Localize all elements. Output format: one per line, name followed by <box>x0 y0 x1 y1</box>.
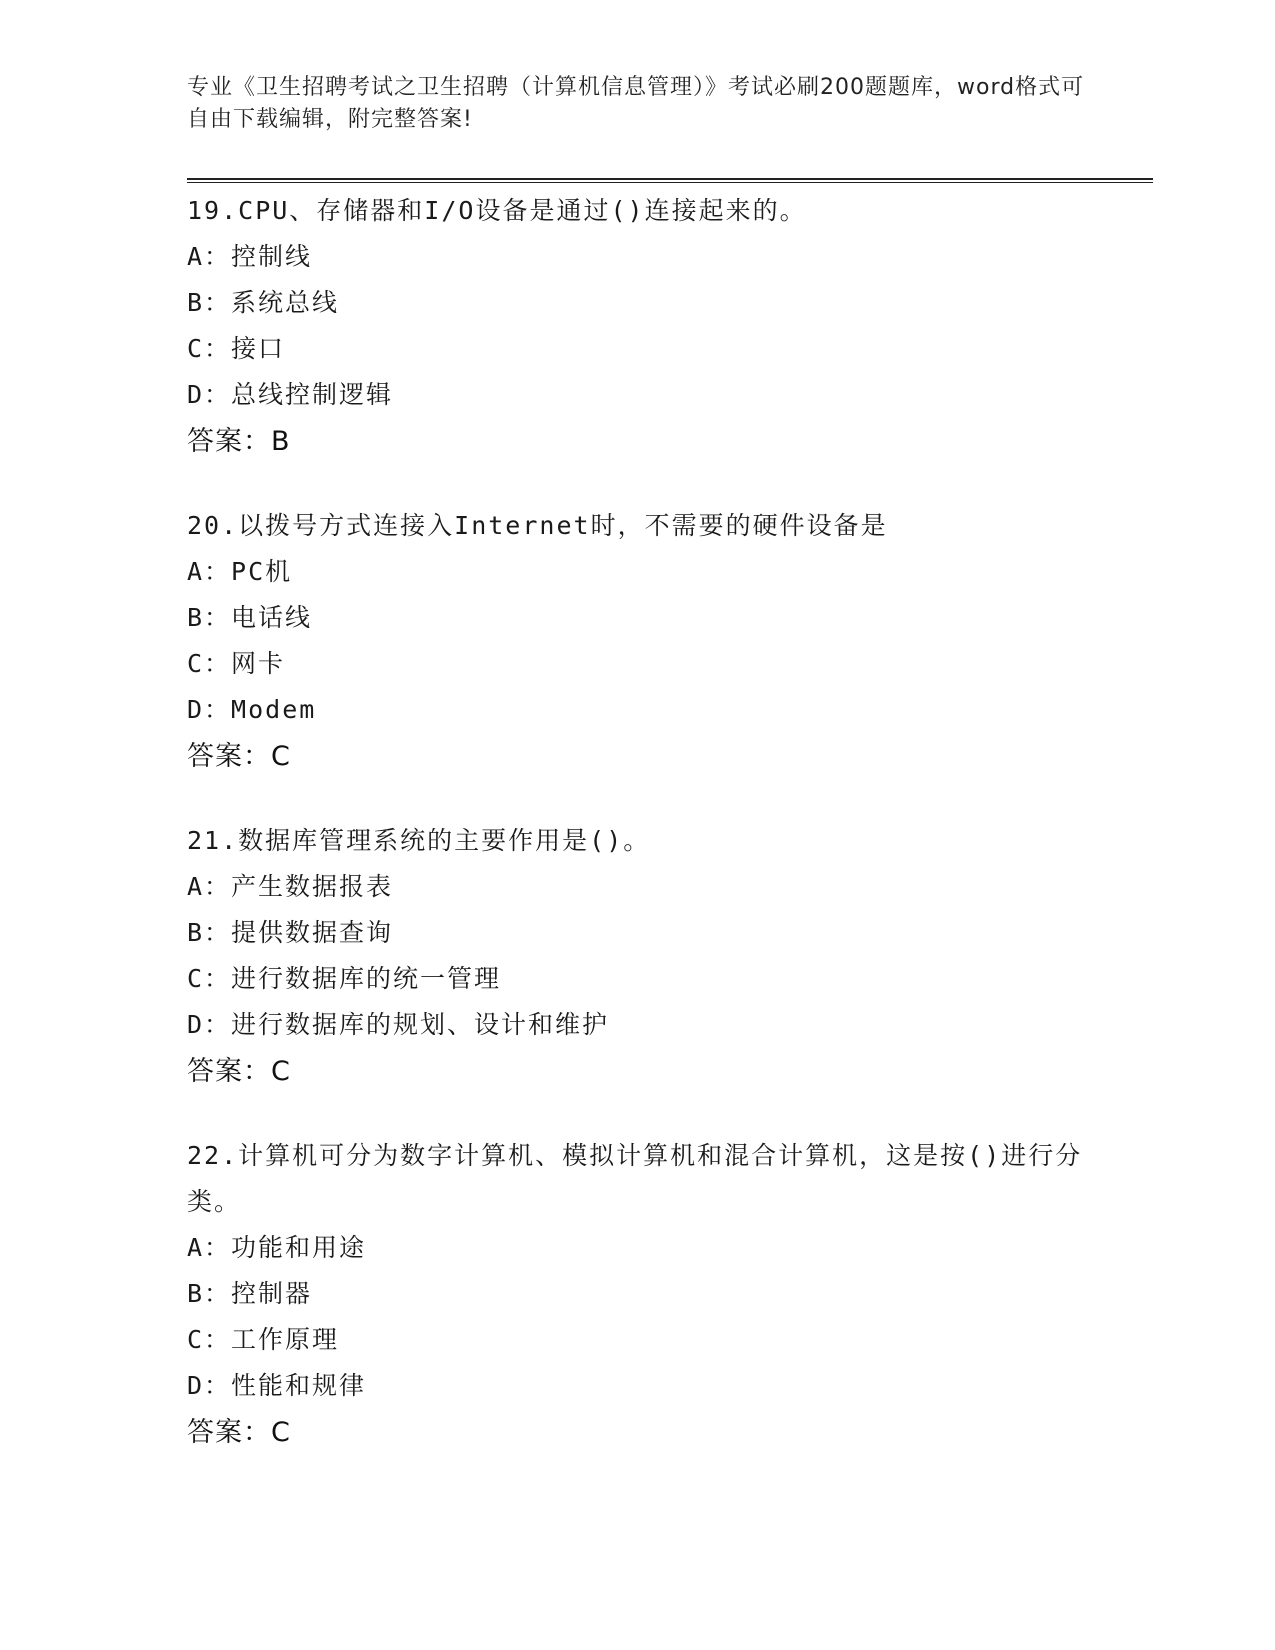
option-a: A：功能和用途 <box>187 1233 367 1262</box>
header-divider <box>187 178 1153 183</box>
option-b: B：控制器 <box>187 1279 313 1308</box>
question-stem: 20.以拨号方式连接入Internet时，不需要的硬件设备是 <box>187 511 888 540</box>
option-b: B：电话线 <box>187 603 313 632</box>
option-a: A：产生数据报表 <box>187 872 394 901</box>
document-header: 专业《卫生招聘考试之卫生招聘（计算机信息管理）》考试必刷200题题库，word格式可自由下载编辑，附完整答案! <box>187 75 1085 132</box>
option-d: D：Modem <box>187 695 317 724</box>
option-b: B：提供数据查询 <box>187 918 394 947</box>
option-b: B：系统总线 <box>187 288 340 317</box>
answer: 答案：C <box>187 1417 291 1448</box>
option-c: C：网卡 <box>187 649 286 678</box>
answer: 答案：B <box>187 426 291 457</box>
option-c: C：工作原理 <box>187 1325 340 1354</box>
question-list <box>187 188 1147 1494</box>
question-21 <box>187 818 1147 1096</box>
option-a: A：PC机 <box>187 557 293 586</box>
option-c: C：接口 <box>187 334 286 363</box>
question-19 <box>187 188 1147 466</box>
question-stem: 19.CPU、存储器和I/O设备是通过()连接起来的。 <box>187 196 807 225</box>
question-stem: 22.计算机可分为数字计算机、模拟计算机和混合计算机，这是按()进行分类。 <box>187 1141 1083 1216</box>
option-a: A：控制线 <box>187 242 313 271</box>
option-d: D：总线控制逻辑 <box>187 380 394 409</box>
option-d: D：进行数据库的规划、设计和维护 <box>187 1010 610 1039</box>
answer: 答案：C <box>187 1056 291 1087</box>
option-d: D：性能和规律 <box>187 1371 367 1400</box>
answer: 答案：C <box>187 741 291 772</box>
question-20 <box>187 503 1147 781</box>
question-22 <box>187 1133 1147 1457</box>
question-stem: 21.数据库管理系统的主要作用是()。 <box>187 826 651 855</box>
option-c: C：进行数据库的统一管理 <box>187 964 502 993</box>
